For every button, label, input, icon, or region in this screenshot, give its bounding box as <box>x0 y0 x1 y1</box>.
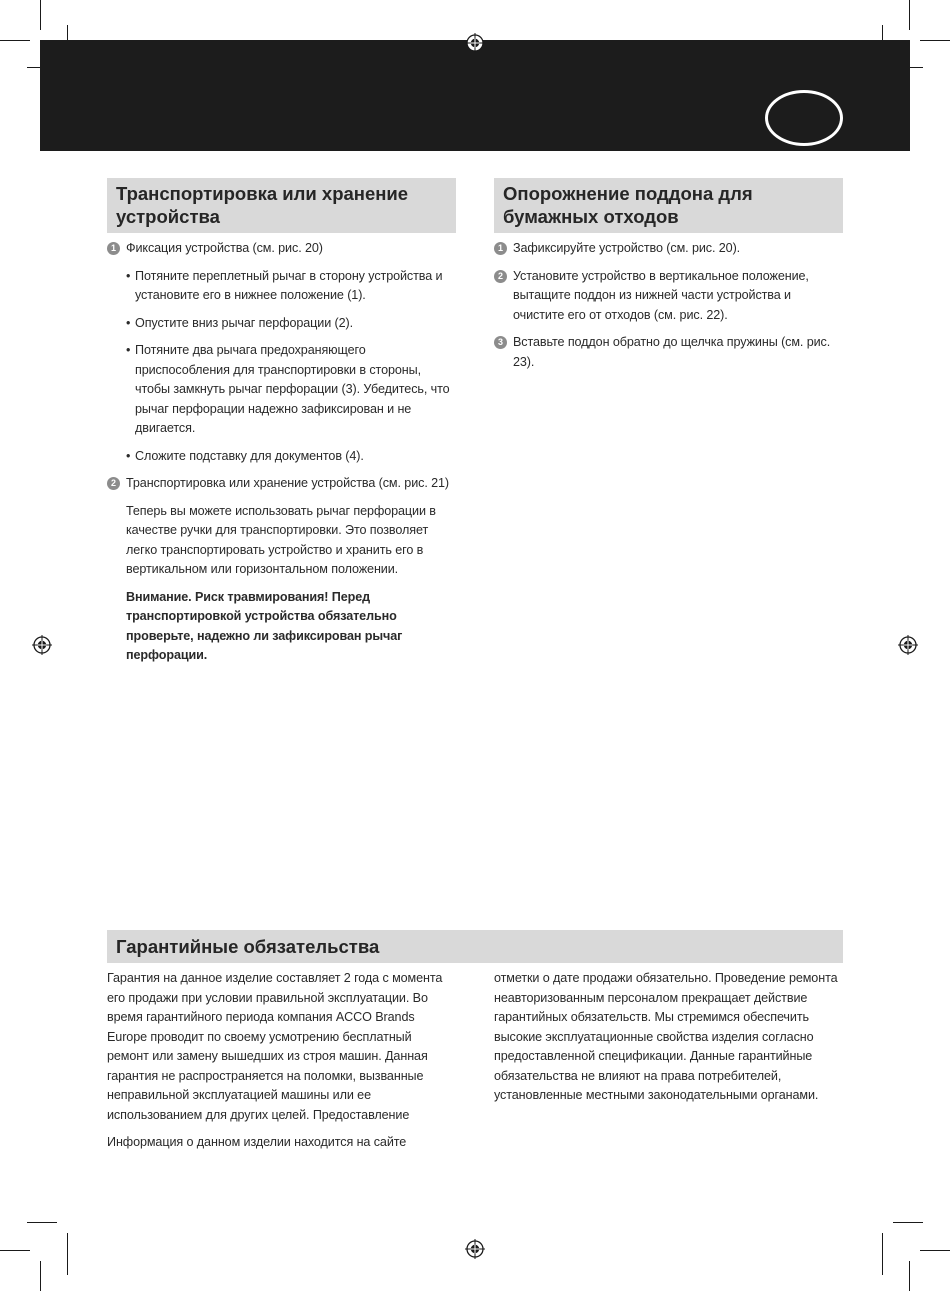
bullet-dot-icon: • <box>126 268 131 283</box>
warranty-paragraph: отметки о дате продажи обязательно. Проведение ремонта неавторизованным персоналом прекращает действие гарантийных обязательств. Мы стремимся обеспечить высокие эксплуатационные свойства изделия согласно предоставленной спецификации. Данные гарантийные обязательства не влияют на права потребителей, установленные местными законодательными органами. <box>494 971 838 1102</box>
bullet-item <box>107 314 455 334</box>
step-text: Транспортировка или хранение устройства (см. рис. 21) <box>126 476 450 490</box>
step-number-badge: 1 <box>494 242 507 255</box>
step-2 <box>494 267 839 326</box>
warranty-left-column <box>107 969 452 1161</box>
bullet-dot-icon: • <box>126 315 131 330</box>
crop-mark <box>0 1250 30 1251</box>
step-2 <box>107 474 455 494</box>
step-text: Установите устройство в вертикальное положение, вытащите поддон из нижней части устройства и очистите его от отходов (см. рис. 22). <box>513 268 809 322</box>
transport-paragraph: Теперь вы можете использовать рычаг перфорации в качестве ручки для транспортировки. Это позволяет легко транспортировать устройство и хранить его в вертикальном или горизонтальном положении. <box>126 503 436 576</box>
transport-section-title: Транспортировка или хранение устройства <box>107 178 456 233</box>
step-text: Зафиксируйте устройство (см. рис. 20). <box>513 241 741 255</box>
step-1 <box>107 239 455 259</box>
registration-mark-icon <box>465 33 485 53</box>
bullet-dot-icon: • <box>126 448 131 463</box>
transport-warning: Внимание. Риск травмирования! Перед транспортировкой устройства обязательно проверьте, надежно ли зафиксирован рычаг перфорации. <box>126 589 403 662</box>
crop-mark <box>882 1233 883 1275</box>
step-text: Фиксация устройства (см. рис. 20) <box>126 241 323 255</box>
registration-mark-icon <box>32 635 52 655</box>
waste-section-title: Опорожнение поддона для бумажных отходов <box>494 178 843 233</box>
step-3 <box>494 333 839 372</box>
language-oval-badge <box>765 90 843 146</box>
waste-section-body <box>494 239 839 380</box>
crop-mark <box>40 1261 41 1291</box>
crop-mark <box>909 1261 910 1291</box>
bullet-text: Потяните переплетный рычаг в сторону устройства и установите его в нижнее положение (1). <box>135 268 443 302</box>
bullet-item <box>107 447 455 467</box>
step-text: Вставьте поддон обратно до щелчка пружины (см. рис. 23). <box>513 335 831 369</box>
bullet-text: Опустите вниз рычаг перфорации (2). <box>135 315 354 330</box>
warranty-paragraph: Гарантия на данное изделие составляет 2 года с момента его продажи при условии правильной эксплуатации. Во время гарантийного периода компания ACCO Brands Europe проводит по своему усмотрению бесплатный ремонт или замену вышедших из строя машин. Данная гарантия не распространяется на поломки, вызванные неправильной эксплуатацией машины или ее использованием для других целей. Предоставление <box>107 971 443 1122</box>
transport-section-body <box>107 239 455 674</box>
step-number-badge: 1 <box>107 242 120 255</box>
crop-mark <box>920 1250 950 1251</box>
step-1 <box>494 239 839 259</box>
bullet-item <box>107 341 455 439</box>
warranty-paragraph: Информация о данном изделии находится на сайте <box>107 1135 407 1149</box>
step-number-badge: 2 <box>494 270 507 283</box>
registration-mark-icon <box>898 635 918 655</box>
bullet-text: Потяните два рычага предохраняющего приспособления для транспортировки в стороны, чтобы замкнуть рычаг перфорации (3). Убедитесь, что рычаг перфорации надежно зафиксирован и не двигается. <box>135 343 450 435</box>
crop-mark <box>67 1233 68 1275</box>
warranty-section-title: Гарантийные обязательства <box>107 930 843 963</box>
step-number-badge: 2 <box>107 477 120 490</box>
crop-mark <box>0 40 30 41</box>
crop-mark <box>27 1222 57 1223</box>
registration-mark-icon <box>465 1239 485 1259</box>
bullet-item <box>107 267 455 306</box>
step-number-badge: 3 <box>494 336 507 349</box>
bullet-dot-icon: • <box>126 343 131 357</box>
crop-mark <box>40 0 41 30</box>
crop-mark <box>909 0 910 30</box>
warranty-right-column <box>494 969 840 1114</box>
crop-mark <box>920 40 950 41</box>
bullet-text: Сложите подставку для документов (4). <box>135 448 364 463</box>
crop-mark <box>893 1222 923 1223</box>
